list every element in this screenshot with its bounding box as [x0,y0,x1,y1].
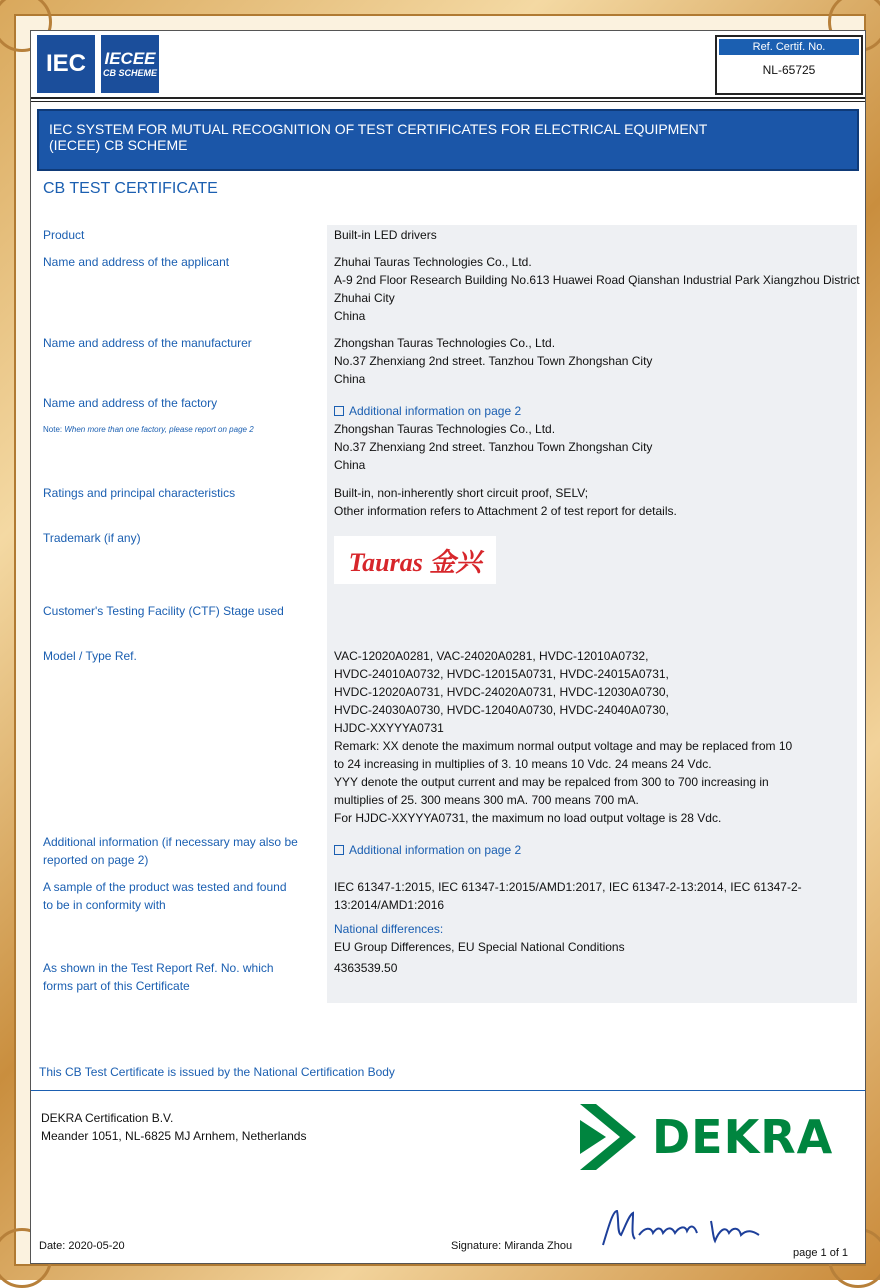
report-label-line: forms part of this Certificate [43,979,190,993]
model-line: For HJDC-XXYYYA0731, the maximum no load output voltage is 28 Vdc. [334,811,722,825]
cb-scheme-text: CB SCHEME [102,68,157,78]
banner-line-1: IEC SYSTEM FOR MUTUAL RECOGNITION OF TEST CERTIFICATES FOR ELECTRICAL EQUIPMENT [49,121,708,137]
applicant-label: Name and address of the applicant [43,255,230,269]
header-divider [31,97,865,99]
ratings-label: Ratings and principal characteristics [43,486,236,500]
additional-label-line: reported on page 2) [43,853,149,867]
ratings-line: Built-in, non-inherently short circuit proof, SELV; [334,486,589,500]
model-line: HJDC-XXYYYA0731 [334,721,444,735]
model-line: HVDC-24030A0730, HVDC-12040A0730, HVDC-24040A0730, [334,703,669,717]
applicant-line: China [334,309,366,323]
manufacturer-value [334,334,854,388]
iecee-logo-text: IECEE [104,49,156,68]
applicant-value [334,253,860,325]
header-divider-thin [31,101,865,102]
signature-icon [599,1205,769,1251]
applicant-line: Zhuhai City [334,291,395,305]
report-label-line: As shown in the Test Report Ref. No. which [43,961,274,975]
page-number: page 1 of 1 [793,1247,849,1259]
sample-label-line: to be in conformity with [43,898,166,912]
ncb-name: DEKRA Certification B.V. [41,1111,174,1125]
model-line: YYY denote the output current and may be repalced from 300 to 700 increasing in [334,775,769,789]
additional-info-label: Additional information on page 2 [349,404,522,418]
report-number: 4363539.50 [334,961,398,975]
product-label: Product [43,228,85,242]
applicant-line: Zhuhai Tauras Technologies Co., Ltd. [334,255,532,269]
dekra-mark-icon [576,1100,646,1174]
issued-by-text: This CB Test Certificate is issued by the National Certification Body [39,1065,395,1079]
manufacturer-label: Name and address of the manufacturer [43,336,252,350]
model-line: Remark: XX denote the maximum normal output voltage and may be replaced from 10 [334,739,793,753]
model-line: multiplies of 25. 300 means 300 mA. 700 means 700 mA. [334,793,639,807]
trademark-logo [334,536,496,584]
signature-label: Signature: Miranda Zhou [451,1240,573,1252]
issuer-divider [31,1090,865,1091]
factory-additional-info[interactable] [334,402,854,420]
standards-line: 13:2014/AMD1:2016 [334,898,445,912]
standards-value [334,878,854,914]
model-line: to 24 increasing in multiplies of 3. 10 means 10 Vdc. 24 means 24 Vdc. [334,757,712,771]
ctf-label: Customer's Testing Facility (CTF) Stage used [43,604,284,618]
model-label: Model / Type Ref. [43,649,137,663]
sample-label [43,878,313,914]
ref-certificate-box [715,35,863,95]
national-differences-value: EU Group Differences, EU Special National Conditions [334,940,625,954]
factory-value [334,420,854,474]
trademark-text: Tauras 金兴 [348,547,482,577]
model-line: HVDC-24010A0732, HVDC-12015A0731, HVDC-24015A0731, [334,667,669,681]
model-line: VAC-12020A0281, VAC-24020A0281, HVDC-12010A0732, [334,649,649,663]
factory-line: No.37 Zhenxiang 2nd street. Tanzhou Town Zhongshan City [334,440,653,454]
standards-line: IEC 61347-1:2015, IEC 61347-1:2015/AMD1:2017, IEC 61347-2-13:2014, IEC 61347-2- [334,880,802,894]
model-value [334,647,854,827]
factory-line: China [334,458,366,472]
model-line: HVDC-12020A0731, HVDC-24020A0731, HVDC-12030A0730, [334,685,669,699]
iec-logo-text: IEC [45,50,86,77]
checkbox-icon[interactable] [334,845,344,855]
manufacturer-line: No.37 Zhenxiang 2nd street. Tanzhou Town Zhongshan City [334,354,653,368]
checkbox-icon[interactable] [334,406,344,416]
issue-date: Date: 2020-05-20 [39,1240,125,1252]
ref-label: Ref. Certif. No. [719,39,859,55]
additional-info-checkbox[interactable] [334,841,854,859]
iecee-logo [101,35,159,93]
iec-logo [37,35,95,93]
additional-label-line: Additional information (if necessary may also be [43,835,298,849]
note-text: When more than one factory, please report on page 2 [64,425,254,434]
national-differences-label: National differences: [334,922,444,936]
product-value: Built-in LED drivers [334,228,437,242]
manufacturer-line: Zhongshan Tauras Technologies Co., Ltd. [334,336,556,350]
note-prefix: Note: [43,425,65,434]
ncb-address [41,1109,306,1145]
manufacturer-line: China [334,372,366,386]
banner-line-2: (IECEE) CB SCHEME [49,137,188,153]
scheme-banner [37,109,859,171]
dekra-logo [574,1100,832,1174]
factory-line: Zhongshan Tauras Technologies Co., Ltd. [334,422,556,436]
ratings-value [334,484,854,520]
certificate-page [30,30,866,1264]
ref-value: NL-65725 [762,63,816,77]
factory-note [43,425,254,434]
ncb-street: Meander 1051, NL-6825 MJ Arnhem, Netherlands [41,1129,307,1143]
trademark-label: Trademark (if any) [43,531,141,545]
dekra-logo-text: DEKRA [652,1110,834,1164]
ratings-line: Other information refers to Attachment 2 of test report for details. [334,504,677,518]
sample-label-line: A sample of the product was tested and found [43,880,287,894]
additional-info-label: Additional information on page 2 [349,843,522,857]
report-label [43,959,313,995]
factory-label: Name and address of the factory [43,396,218,410]
page-title: CB TEST CERTIFICATE [43,180,218,197]
additional-label [43,833,313,869]
applicant-line: A-9 2nd Floor Research Building No.613 Huawei Road Qianshan Industrial Park Xiangzhou District [334,273,860,287]
